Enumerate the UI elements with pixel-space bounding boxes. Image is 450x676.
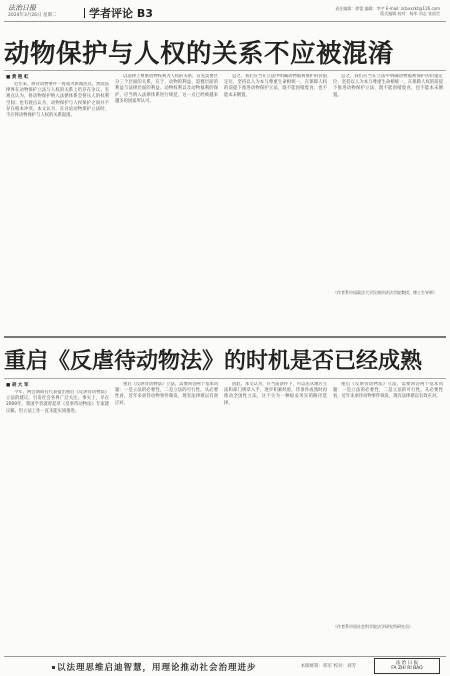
article2-col-3: [224, 382, 327, 652]
article2-author-note: （作者系中国社会科学院法学研究所研究员）: [333, 624, 413, 629]
paper-name: 法治日报: [8, 4, 36, 12]
date-line: 2024年3月26日 星期二: [8, 13, 57, 18]
divider: [4, 336, 446, 338]
paragraph: 因此，本文认为，在当前条件下，可以先从地方立法和部门规章入手，逐步积累经验，待条件成熟时再推动全国性立法，这不失为一种稳妥务实的路径选择。: [224, 382, 327, 406]
paragraph: 以法律上尊重动物权利为人权的关系，首先需要区分三个层面的关系，在于，动物的利益、道德层面的利益与法律层面的利益。动物权利以及动物福利的保护，应当纳入法律体系进行规范，这一点已经被越来越多的国家所认可。: [115, 74, 218, 104]
divider: [4, 378, 446, 379]
article2-author: ■ 胡 大 军: [6, 383, 29, 388]
editor-info: [335, 6, 440, 16]
divider: [4, 70, 446, 71]
logo-line-2: FA ZHI RI BAO: [391, 666, 423, 671]
paragraph: 重启《反虐待动物法》立法，需要回答两个基本问题：一是立法的必要性，二是立法的可行性。从必要性看，近年来虐待动物事件频发，现有法律难以有效应对。: [115, 382, 218, 406]
footer-slogan: [52, 661, 257, 673]
masthead: [4, 2, 446, 22]
page-number: B3: [136, 7, 153, 20]
paragraph: 总之，我们应当在立法中明确动物福利保护的价值定位，坚持以人为本与尊重生命相统一，在保障人权的前提下推进动物保护立法，既不能因噎废食，也不能本末倒置。: [224, 74, 327, 98]
bullet-icon: [52, 666, 55, 669]
editor-line: 责任编辑：徐蕾 编辑：李宇 E-mail: zcbxxzkt@126.com: [335, 6, 440, 11]
article1-author: ■ 黄 艳 虹: [6, 75, 29, 80]
paragraph: 近年来，虐待动物事件一再成为新闻热点，然而法律界在动物保护立法与人权的关系上仍存在争议。有观点认为，将动物保护纳入法律体系会挤压人的权利空间；也有观点认为，动物保护与人权保护之间并不存在根本冲突。本文认为，在讨论动物保护立法时，不应将动物保护与人权的关系混淆。: [6, 82, 109, 119]
paragraph: 总之，我们应当在立法中明确动物福利保护的价值定位，坚持以人为本与尊重生命相统一，在保障人权的前提下推进动物保护立法，既不能因噎废食，也不能本末倒置。: [333, 74, 443, 98]
footer-slogan-text: 以法理思维启迪智慧，用理论推动社会治理进步: [57, 663, 257, 673]
article2-col-2: [115, 382, 218, 652]
section-label: 学者评论: [89, 7, 133, 20]
article1-col-3: [224, 74, 327, 322]
article1-col-1: [6, 82, 109, 322]
section-title: [80, 5, 153, 21]
paragraph: 今年，两会期间有代表提出重启《反虐待动物法》立法的建议，引发社会各界广泛关注。事实上，早在2009年，我国学者就曾起草《反虐待动物法》专家建议稿，但立法工作一直未能实质推进。: [6, 390, 109, 414]
article1-title: 动物保护与人权的关系不应被混淆: [4, 39, 395, 69]
article2-col-1: [6, 390, 109, 652]
article1-author-note: （作者系中国政法大学民商经济法学院教授、博士生导师）: [333, 290, 437, 295]
divider: [84, 8, 85, 18]
editor-line-2: 版式编辑 校对：杨华 刘志 张国定: [380, 11, 440, 16]
paragraph: 重启《反虐待动物法》立法，需要回答两个基本问题：一是立法的必要性，二是立法的可行性。从必要性看，近年来虐待动物事件频发，现有法律难以有效应对。: [333, 382, 443, 400]
article1-col-4: [333, 74, 443, 284]
footer: [4, 656, 446, 674]
article2-col-4: [333, 382, 443, 618]
logo-line-1: 法 治 日 报: [395, 661, 419, 666]
article2-title: 重启《反虐待动物法》的时机是否已经成熟: [4, 349, 423, 374]
footer-credit: 本版统筹：邢军 校对：刘芳: [300, 664, 356, 669]
article1-col-2: [115, 74, 218, 322]
newspaper-logo: [374, 658, 440, 674]
